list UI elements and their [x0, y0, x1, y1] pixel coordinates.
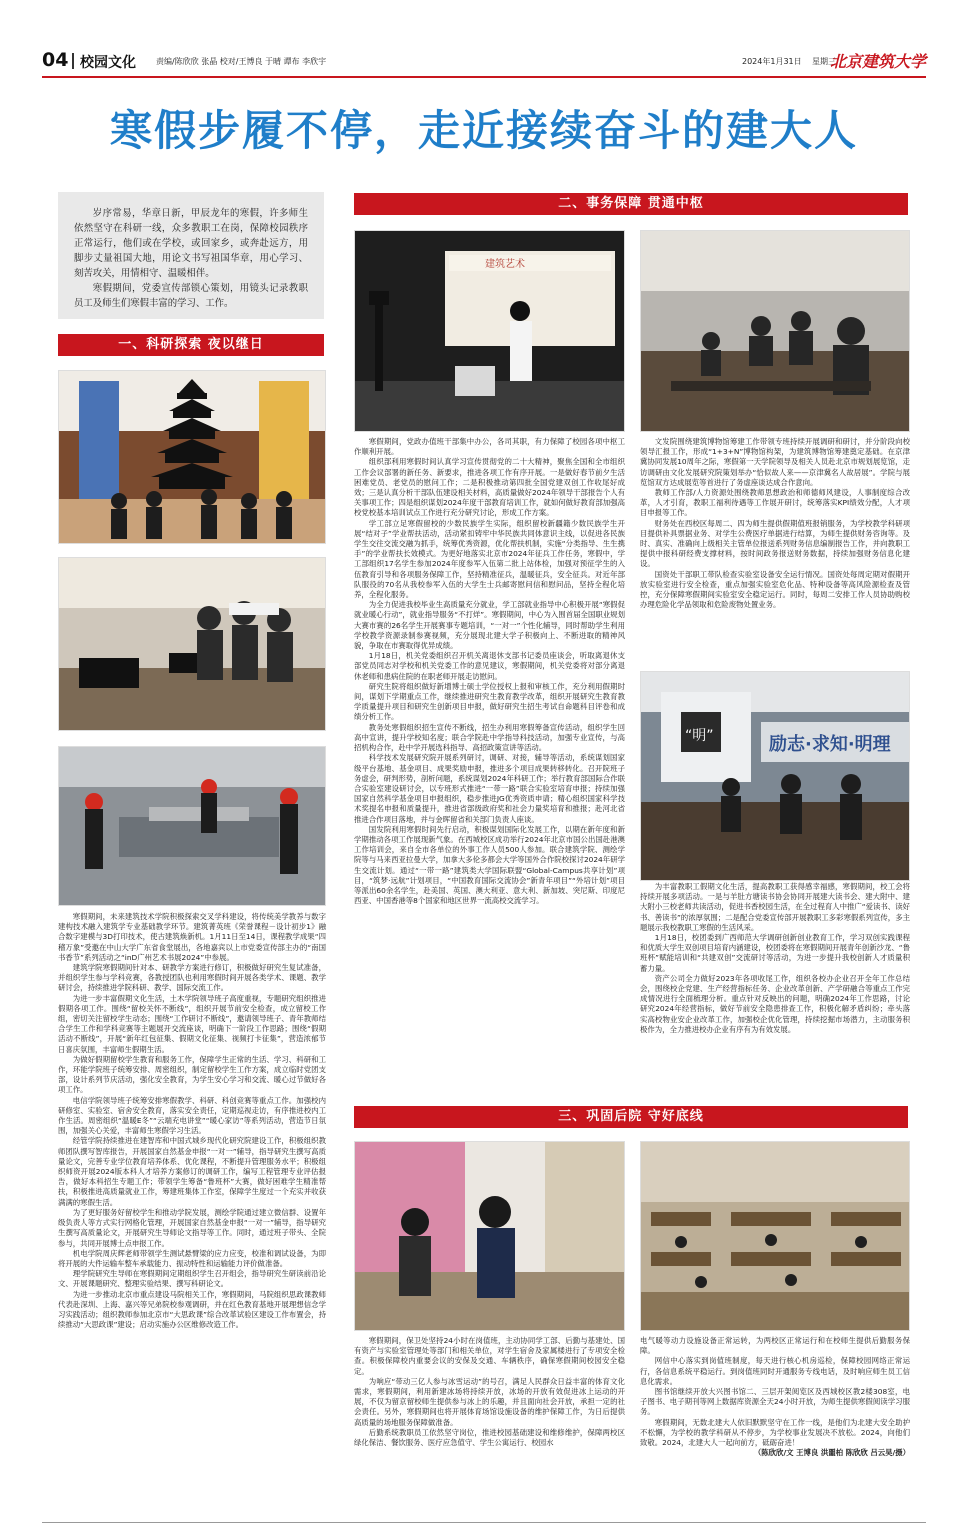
section-2-paragraph: 教师工作部/人力资源处围绕教师思想政治和师德师风建设，人事制度综合改革，人才引育，教职工福利待遇等工作展开研讨，统筹落实KPI绩效分配，人才项目申报等工作。 — [640, 488, 910, 518]
section-3-text-right — [640, 1336, 910, 1458]
photo-robotics-lab — [58, 557, 326, 731]
photo-security-desk — [354, 1141, 625, 1331]
section-2-paragraph: 财务处在西校区每周二、四为师生提供假期值班报销服务，为学校教学科研项目提供补具票据业务、对学生公费医疗单据进行结算，为师生提供财务咨询等。及时、真实、准确向上级相关主管单位报送系列财务信息编制报告工作，并向教职工提供中报科研经费支撑材料，按时间政务报送财务数据，持续加强财务信息化建设。 — [640, 518, 910, 569]
section-1-paragraph: 经管学院持续推进在建智库和中国式城乡现代化研究院建设工作，积极组织教师团队撰写智库报告，开展国家自然基金申报“一对一”辅导，指导研究生撰写高质量论文，完善专业学位教育培养体系、优化课程，不断提升管理服务水平；积极组织师资开展2024版本科人才培养方案修订的调研工作，编写工程管理专业评估报告，做好本科招生专题工作；带领学生筹备“鲁班杯”大赛，做好困难学生精准帮扶，积极推进高质量就业工作，筹建班集体工作室，保障学生度过一个充实并收获满满的寒假生活。 — [58, 1136, 326, 1207]
section-2-paragraph: 1月18日，机关党委组织召开机关离退休支部书记委员座谈会，听取离退休支部党员同志对学校和机关党委工作的意见建议，寒假期间，机关党委将对部分离退休老师和患病住院的在职老师开展走访慰问。 — [354, 651, 625, 681]
photo-pagoda-model — [58, 370, 326, 544]
section-1-paragraph: 理学院研究生导师在寒假期间定期组织学生召开组会，指导研究生研读前沿论文、开展课题研究、整理实验结果、撰写科研论文。 — [58, 1269, 326, 1289]
section-3-paragraph: 后勤系统教职员工依然坚守岗位，推进校园基础建设和维修维护，保障两校区绿化保洁、餐饮服务、医疗应急值守、学生公寓运行、校园水 — [354, 1427, 625, 1448]
masthead — [42, 48, 926, 74]
photo-library-reading — [640, 671, 910, 881]
section-3-banner: 三、巩固后院 守好底线 — [354, 1106, 908, 1128]
section-3-paragraph: 寒假期间，保卫处坚持24小时在岗值班，主动协同学工部、后勤与基建处、国有资产与实验室管理处等部门和相关单位，对学生宿舍及家属楼进行了专项安全检查。积极保障校内重要会议的安保及交通、车辆秩序，确保寒假期间校园安全稳定。 — [354, 1336, 625, 1376]
section-2-paragraph: 研究生院将组织做好新增博士硕士学位授权上报和审核工作，充分利用假期时间，谋划下学期重点工作，继续推进研究生教育教学改革，组织开展研究生教育教学质量提升项目和研究生创新项目申报，做好研究生招生考试自命题科目评卷和成绩分析工作。 — [354, 681, 625, 722]
section-1-paragraph: 建筑学院寒假期间针对本、研教学方案进行修订，积极做好研究生复试准备，并组织学生参与学科竞赛，各教授团队也利用寒假时间开展各类学术、课题、教学研讨会，持续推进学院科研、教学、国际交流工作。 — [58, 963, 326, 993]
section-3-paragraph: 电气暖等动力设施设备正常运转，为两校区正常运行和在校师生提供后勤服务保障。 — [640, 1336, 910, 1356]
section-2-paragraph: 组织部利用寒假时间认真学习宣传贯彻党的二十大精神，聚焦全国和全市组织工作会议部署的新任务、新要求，推进各项工作有序开展。一是做好春节前夕生活困难党员、老党员的慰问工作；二是积极推动第四批全国党建双创工作收尾好成效；三是认真分析干部队伍建设相关材料，高质量做好2024年领导干部报告个人有关事项工作；四是组织谋划2024年度干部教育培训工作，就如何做好教育部加强高校党校基本培训试点工作进行充分研究讨论，形成工作方案。 — [354, 457, 625, 518]
section-1-paragraph: 为做好假期留校学生教育和服务工作，保障学生正常的生活、学习、科研和工作，环能学院班子统筹安排、周密组织，制定留校学生工作方案，成立临时党团支部，设计系列节庆活动，强化安全教育，为学生安心学习和交流、暖心过节做好各项工作。 — [58, 1054, 326, 1095]
section-1-banner: 一、科研探索 夜以继日 — [58, 334, 324, 356]
section-1-paragraph: 寒假期间，未来建筑技术学院积极探索交叉学科建设，将传统美学教养与数字建构技术融入建筑学专业基础教学环节。建筑菁英班《荣誉课程－设计初步1》融合数字建模与3D打印技术，使古建筑焕新机。1月11日至14日，课程教学成果“四稽万象”受邀在中山大学广东省食堂展出，各地嘉宾以上市党委宣传部主办的“南国书香节”系列活动之“inD广州艺术书展2024”中参展。 — [58, 912, 326, 962]
intro-paragraph: 岁序常易，华章日新，甲辰龙年的寒假，许多师生依然坚守在科研一线，众多教职工在岗，保障校园秩序正常运行，他们或在学校，或回家乡，或奔赴远方，用脚步丈量祖国大地，用论文书写祖国华章，用心学习、刻苦攻关，用情相守、温暖相伴。 — [74, 208, 308, 279]
masthead-rule — [42, 76, 926, 78]
weekday: 星期三 — [812, 57, 836, 66]
bottom-rule — [42, 1522, 926, 1523]
section-2-paragraph: 寒假期间，党政办值班干部集中办公，各司其职，有力保障了校园各项中枢工作顺利开展。 — [354, 437, 625, 457]
issue-date: 2024年1月31日 — [742, 57, 802, 66]
newspaper-logo: 北京建筑大学 — [829, 52, 926, 71]
section-2-paragraph: 文发院围绕建筑博物馆筹建工作带领专班持续开展调研和研讨，并分阶段向校领导汇报工作，形成“1+3+N”博物馆构架，为建筑博物馆筹建奠定基础。在京津冀协同发展10周年之际，寒假第一天学院领导及相关人员赴北京市规划展览馆，走访调研由文化发展研究院策划举办“恰似故人来——京津冀名人故居展”。学院与展览馆双方达成展览等首进行了务虚座谈达成合作意向。 — [640, 437, 910, 487]
section-2-paragraph: 教务处寒假组织招生宣传不断线，招生办利用寒假筹备宣传活动，组织学生回高中宣讲，提升学校知名度；联合学院赴中学指导科技活动，加强专业宣传，与高招机构合作，赴中学开展选科指导、高招政策宣讲等活动。 — [354, 722, 625, 753]
section-2-paragraph: 国发院利用寒假时间先行启动，积极谋划国际化发展工作，以期在新年度和新学期推动各项工作展现新气象。在西城校区成功举行2024年北京市国公出国赴港澳工作培训会，来自全市各单位的外事工作人员500人参加。联合建筑学院、测绘学院等与马来西亚拉曼大学，加拿大多伦多都会大学等国外合作院校探讨2024年研学生交流计划。通过“一带一路”建筑类大学国际联盟“Global-Campus共享计划”项目，“筑梦·远航”计划项目，“中国教育国际交流协会”新青年项目”“外培计划”项目等派出60余名学生，赴美国、英国、澳大利亚、意大利、新加坡、突尼斯、印度尼西亚、中国香港等8个国家和地区世界一流高校交流学习。 — [354, 824, 625, 906]
section-1-text — [58, 912, 326, 1330]
masthead-divider — [72, 53, 74, 69]
photo-library-hall — [640, 1141, 910, 1331]
photo-teacher-presenting — [354, 230, 625, 432]
section-2-paragraph: 为丰富教职工假期文化生活，提高教职工获得感幸福感，寒假期间，校工会将持续开展多项活动。一是与羊肚方塘读书协会协同开展建大读书会、建大附中、建大附小三校老师共读活动，促进书香校园生活，在全过程育人中推广“爱读书、读好书、善读书”的浓厚氛围；二是配合党委宣传部开展教职工多彩寒假系列宣传，多主题展示我校教职工寒假的生活风采。 — [640, 882, 910, 932]
section-3-paragraph: 寒假期间，无数北建大人依旧默默坚守在工作一线，是他们为北建大安全助护不松懈，为学校的教学科研从不停步，为学校事业发展决不放松。2024，向他们致敬。2024，北建大人一起向前方，砥砺奋进！ — [640, 1417, 910, 1448]
section-3-paragraph: 为响应“带动三亿人参与冰雪运动”的号召，满足人民群众日益丰富的体育文化需求，寒假期间，利用新建冰场将持续开放，冰场的开放有效促进冰上运动的开展，不仅为留京留校师生提供参与冰上的乐趣，并且面向社会开放，承担一定的社会责任。另外，寒假期间也将开展体育场馆设施设备的维护保障工作，为日后提供高质量的场地服务保障做准备。 — [354, 1376, 625, 1427]
page-number: 04 — [42, 49, 69, 71]
section-2-text-left — [354, 437, 625, 906]
section-1-paragraph: 为进一步丰富假期文化生活，土木学院领导班子高度重视，专题研究组织推进假期各项工作。围绕“留校关怀不断线”，组织开展节前安全检查，成立留校工作组，密切关注留校学生动态；围绕“工作研讨不断线”，邀请领导班子、青年教师结合学生工作和学科竞赛等主题展开交流座谈，明确下一阶段工作思路；围绕“假期活动不断线”，开展“新年红包征集、假期文化征集、视频打卡征集”，营造浓郁节日喜庆氛围，丰富师生假期生活。 — [58, 993, 326, 1054]
section-2-paragraph: 为全力促进我校毕业生高质量充分就业，学工部就业指导中心积极开展“寒假促就业暖心行动”，就业指导服务“不打烊”。寒假期间，中心为入围首届全国职业规划大赛市赛的26名学生开展赛事专题培训，“一对一”个性化辅导，同时帮助学生利用学校教学资源录制参赛视频，充分展现北建大学子积极向上、不断进取的精神风貌，争取在市赛取得优异成绩。 — [354, 600, 625, 651]
photo-classroom-study — [640, 230, 910, 432]
section-1-paragraph: 电信学院领导班子统筹安排寒假教学、科研、科创竞赛等重点工作。加强校内研修室、实验室、宿舍安全教育，落实安全责任，定期巡视走访，有序推进校内工作生活。周密组织“温暖E冬”“云端充电讲堂”“暖心家访”等系列活动，营造节日氛围，加强关心关爱，丰富师生寒假学习生活。 — [58, 1095, 326, 1136]
section-1-paragraph: 机电学院周庆辉老师带领学生测试悬臂梁的应力应变，校准和调试设备，为即将开展的大件运输车整车承载能力、振动特性和运输能力评价做准备。 — [58, 1248, 326, 1268]
section-2-text-right-top — [640, 437, 910, 610]
section-2-banner: 二、事务保障 贯通中枢 — [354, 193, 908, 215]
headline: 寒假步履不停，走近接续奋斗的建大人 — [109, 106, 858, 155]
classroom-board-sign: “明” — [685, 728, 714, 744]
intro-box — [58, 192, 324, 319]
intro-paragraph: 寒假期间，党委宣传部锁心策划，用镜头记录教职员工及师生们寒假丰富的学习、工作。 — [74, 283, 308, 309]
section-name: 校园文化 — [80, 55, 136, 71]
slide-title: 建筑艺术 — [485, 259, 525, 270]
section-2-text-right-bottom — [640, 882, 910, 1035]
section-2-paragraph: 资产公司全力做好2023年各项收尾工作，组织各校办企业召开全年工作总结会，围绕校企党建、生产经营指标任务、企业改革创新、产学研融合等重点工作完成情况进行全面梳理分析。重点针对反映出的问题，明确2024年工作思路，讨论研究2024年经营指标，做好节前安全隐患排查工作，积极化解矛盾纠纷；牵头落实高校物业安企业改革工作，加强校企优化管理，持续挖掘市场潜力，主动服务积极作为，全力推进校办企业有序有为有效发展。 — [640, 973, 910, 1034]
section-1-paragraph: 为了更好服务好留校学生和推动学院发展，测绘学院通过建立微信群、设置年级负责人等方式实行网格化管理，开展国家自然基金申报“一对一”辅导，指导研究生撰写高质量论文，开展研究生导师论文指导等工作。同时，通过班子带头、全院参与，共同开展博士点申报工作。 — [58, 1207, 326, 1248]
section-2-paragraph: 国资处干部职工带队检查实验室设备安全运行情况。国资处每周定期对假期开放实验室进行安全检查，重点加强实验室危化品、特种设备等高风险源检查及管控，充分保障寒假期间实验室安全稳定运行。同时，每周二安排工作人员协助购校办理危险化学品领取和危险废物处置业务。 — [640, 569, 910, 610]
byline: （陈欣欣/文 王博良 洪噩柏 陈欣欣 吕云昊/摄） — [753, 1448, 910, 1458]
photo-mechanical-lab — [58, 746, 326, 906]
section-1-paragraph: 为进一步推动北京市重点建设马院相关工作，寒假期间，马院组织思政课教师代表赴深圳、上海、嘉兴等兄弟院校参观调研，并在红色教育基地开展理想信念学习实践活动；组织教师参加北京市“大思政课”综合改革试验区建设工作布置会，持续推动“大思政课”建设；启动实施办公区维修改造工作。 — [58, 1289, 326, 1330]
section-3-paragraph: 网信中心落实到岗值班制度，每天进行核心机房巡检，保障校园网络正常运行，各信息系统平稳运行。到岗值班同时开通服务专线电话，及时响应师生员工信息化需求。 — [640, 1356, 910, 1386]
section-2-paragraph: 学工部立足寒假留校的少数民族学生实际，组织留校新疆籍少数民族学生开展“结对子”学业帮扶活动，活动紧扣铸牢中华民族共同体意识主线，以促进各民族学生交往交流交融为抓手，统筹优秀资源，优化帮扶机制，实施“分类指导、生生携手”的学业帮扶长效模式。为更好地落实北京市2024年征兵工作任务，寒假中，学工部组织17名学生参加2024年度参军入伍第二批上站体检，加强对预征学生的入伍教育引导和各项服务保障工作，坚持精准征兵，温暖征兵，安全征兵。对近年部队服役的70名从我校参军入伍的大学生士兵邮寄慰问信和慰问品，坚持全程化培养，全程化服务。 — [354, 518, 625, 600]
section-2-paragraph: 科学技术发展研究院开展系列研讨，调研、对接，辅导等活动，系统谋划国家级平台基地、基金项目、成果奖励申报，推进多个项目成果转移转化。召开院班子务虚会，研判形势，剖析问题，系统谋划2024年科研工作；举行教育部国际合作联合实验室建设研讨会，以专班形式推进“一带一路”联合实验室培育申报；持续加强国家自然科学基金项目申报组织，稳步推进JG优秀资质申请；精心组织国家科学技术奖提名申报和质量提升，推进省部级政府奖和社会力量奖培育和推报；赴河北省推进合作项目落地，并与金晖留省和关部门负责人座谈。 — [354, 753, 625, 824]
section-2-paragraph: 1月18日，校团委到广西师范大学调研创新创业教育工作，学习双创实践课程和优质大学生双创项目培育内涵建设，校团委将在寒假期间开展青年创新沙龙、“鲁班杯”赋能培训和“共建双创”交流研讨等活动，为进一步提升我校创新人才质量积蓄力量。 — [640, 933, 910, 973]
section-3-paragraph: 图书馆继续开放大兴图书馆二、三层开架阅览区及西城校区教2楼308室，电子图书、电子期刊等网上数据库资源全天24小时开放，为师生提供寒假阅读学习服务。 — [640, 1387, 910, 1417]
editors: 责编/陈欣欣 张晶 校对/王博良 于晴 谭布 李欣宇 — [156, 57, 327, 66]
wall-slogan-sign: 励志·求知·明理 — [769, 734, 891, 755]
section-3-text-left — [354, 1336, 625, 1448]
